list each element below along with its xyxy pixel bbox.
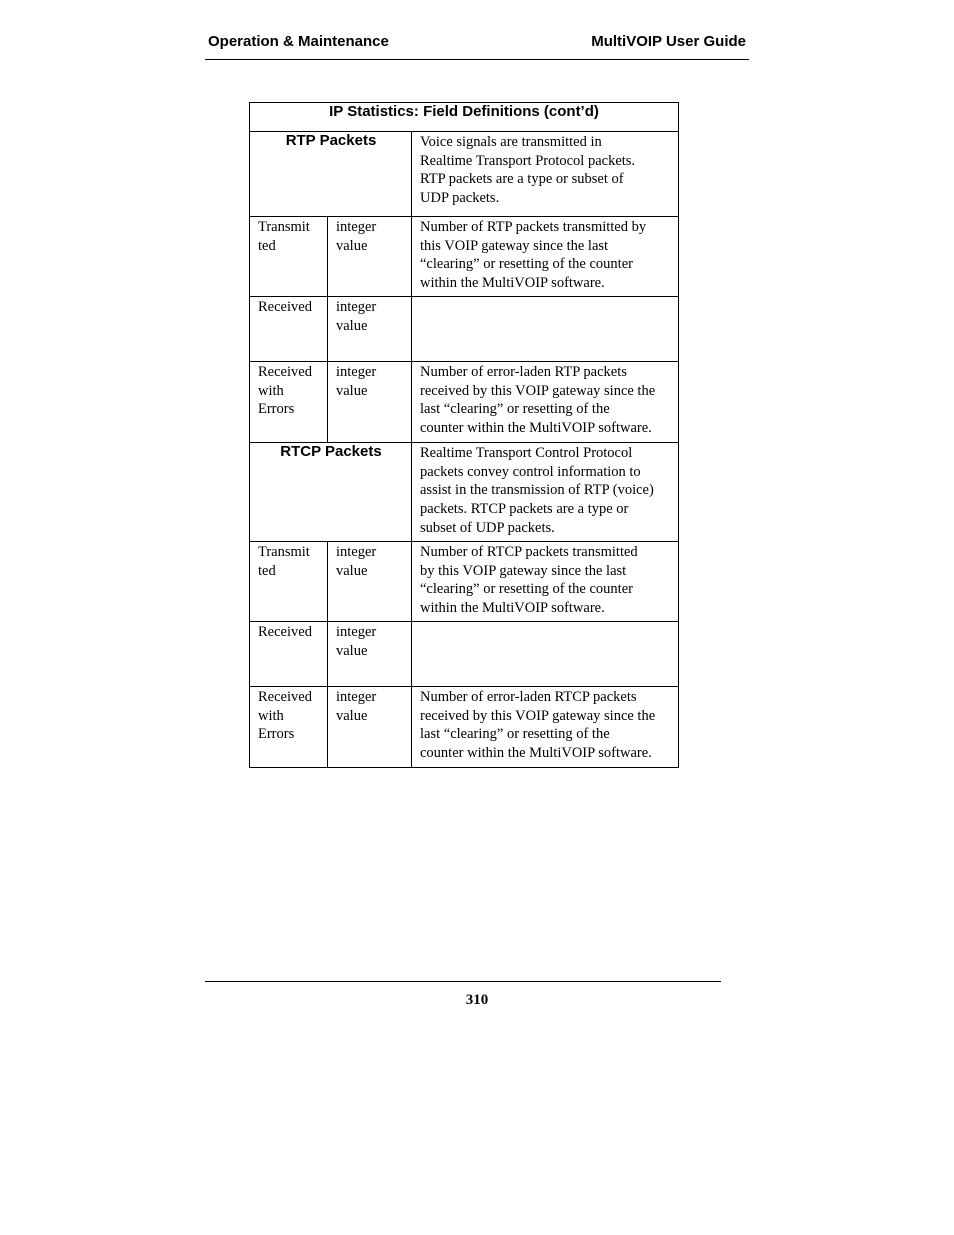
section-label: RTP Packets xyxy=(250,132,412,217)
section-description: Voice signals are transmitted in Realtime Transport Protocol packets. RTP packets are a type or subset of UDP packets. xyxy=(412,132,679,217)
section-label: RTCP Packets xyxy=(250,443,412,542)
field-name: Received with Errors xyxy=(250,362,328,443)
section-row-rtp xyxy=(250,132,679,217)
table-row xyxy=(250,542,679,622)
running-header-title: MultiVOIP User Guide xyxy=(591,33,746,50)
table-row xyxy=(250,217,679,297)
footer-rule xyxy=(205,981,721,982)
field-description xyxy=(412,297,679,362)
table-row xyxy=(250,687,679,768)
field-description: Number of RTP packets transmitted by this VOIP gateway since the last “clearing” or resetting of the counter within the MultiVOIP software. xyxy=(412,217,679,297)
field-name: Received with Errors xyxy=(250,687,328,768)
table-row xyxy=(250,622,679,687)
field-type: integer value xyxy=(328,687,412,768)
field-type: integer value xyxy=(328,542,412,622)
field-name: Transmit ted xyxy=(250,217,328,297)
field-description: Number of error-laden RTCP packets received by this VOIP gateway since the last “clearing” or resetting of the counter within the MultiVOIP software. xyxy=(412,687,679,768)
running-header-section: Operation & Maintenance xyxy=(208,33,389,50)
field-definitions-table xyxy=(249,102,679,768)
field-description: Number of error-laden RTP packets received by this VOIP gateway since the last “clearing” or resetting of the counter within the MultiVOIP software. xyxy=(412,362,679,443)
field-type: integer value xyxy=(328,362,412,443)
field-name: Received xyxy=(250,297,328,362)
field-description xyxy=(412,622,679,687)
section-description: Realtime Transport Control Protocol packets convey control information to assist in the transmission of RTP (voice) packets. RTCP packets are a type or subset of UDP packets. xyxy=(412,443,679,542)
field-description: Number of RTCP packets transmitted by this VOIP gateway since the last “clearing” or resetting of the counter within the MultiVOIP software. xyxy=(412,542,679,622)
field-name: Received xyxy=(250,622,328,687)
header-rule xyxy=(205,59,749,60)
section-row-rtcp xyxy=(250,443,679,542)
page-number: 310 xyxy=(465,992,489,1008)
table-row xyxy=(250,362,679,443)
table-title: IP Statistics: Field Definitions (cont’d) xyxy=(250,103,679,132)
table-row xyxy=(250,297,679,362)
field-type: integer value xyxy=(328,297,412,362)
field-type: integer value xyxy=(328,217,412,297)
field-name: Transmit ted xyxy=(250,542,328,622)
field-type: integer value xyxy=(328,622,412,687)
table-title-row xyxy=(250,103,679,132)
